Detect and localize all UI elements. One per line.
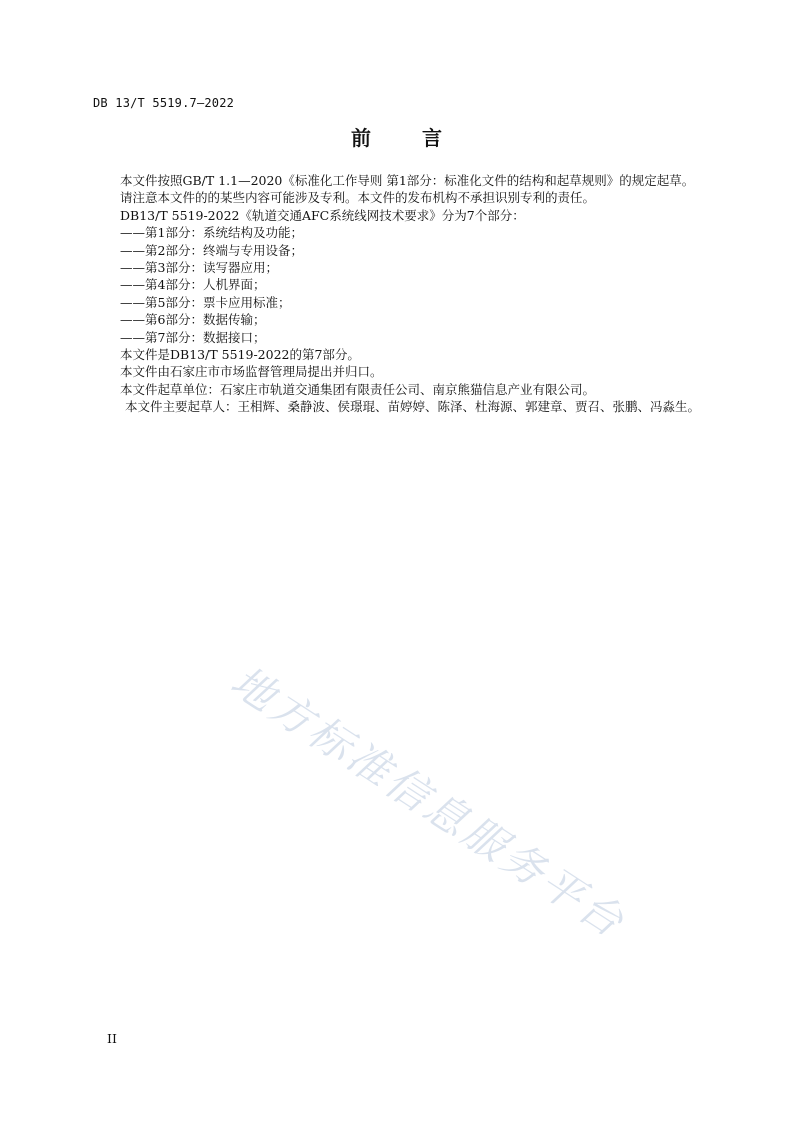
paragraph-part-statement: 本文件是DB13/T 5519-2022的第7部分。 — [120, 347, 360, 363]
paragraph-drafters: 本文件主要起草人：王相辉、桑静波、侯璟琨、苗婷婷、陈泽、杜海源、郭建章、贾召、张鹏、冯淼生。 — [125, 399, 701, 415]
list-item: ——第4部分：人机界面； — [120, 277, 266, 293]
list-item: ——第3部分：读写器应用； — [120, 260, 278, 276]
paragraph-drafting-rules: 本文件按照GB/T 1.1—2020《标准化工作导则 第1部分：标准化文件的结构和起草规则》的规定起草。 — [120, 173, 695, 188]
body-text — [93, 172, 703, 416]
watermark-text: 地方标准信息服务平台 — [222, 656, 635, 948]
page-title: 前 言 — [351, 126, 464, 150]
paragraph-parts-intro: DB13/T 5519-2022《轨道交通AFC系统线网技术要求》分为7个部分： — [120, 207, 525, 223]
header-doc-code: DB 13/T 5519.7—2022 — [93, 96, 235, 110]
list-item: ——第6部分：数据传输； — [120, 312, 266, 328]
paragraph-patent-notice: 请注意本文件的的某些内容可能涉及专利。本文件的发布机构不承担识别专利的责任。 — [120, 190, 596, 206]
page-number: II — [107, 1031, 117, 1046]
list-item: ——第7部分：数据接口； — [120, 329, 266, 345]
list-item: ——第2部分：终端与专用设备； — [120, 242, 303, 258]
paragraph-proposer: 本文件由石家庄市市场监督管理局提出并归口。 — [120, 364, 383, 380]
list-item: ——第1部分：系统结构及功能； — [120, 225, 303, 241]
list-item: ——第5部分：票卡应用标准； — [120, 294, 291, 310]
paragraph-drafting-units: 本文件起草单位：石家庄市轨道交通集团有限责任公司、南京熊猫信息产业有限公司。 — [120, 381, 596, 397]
